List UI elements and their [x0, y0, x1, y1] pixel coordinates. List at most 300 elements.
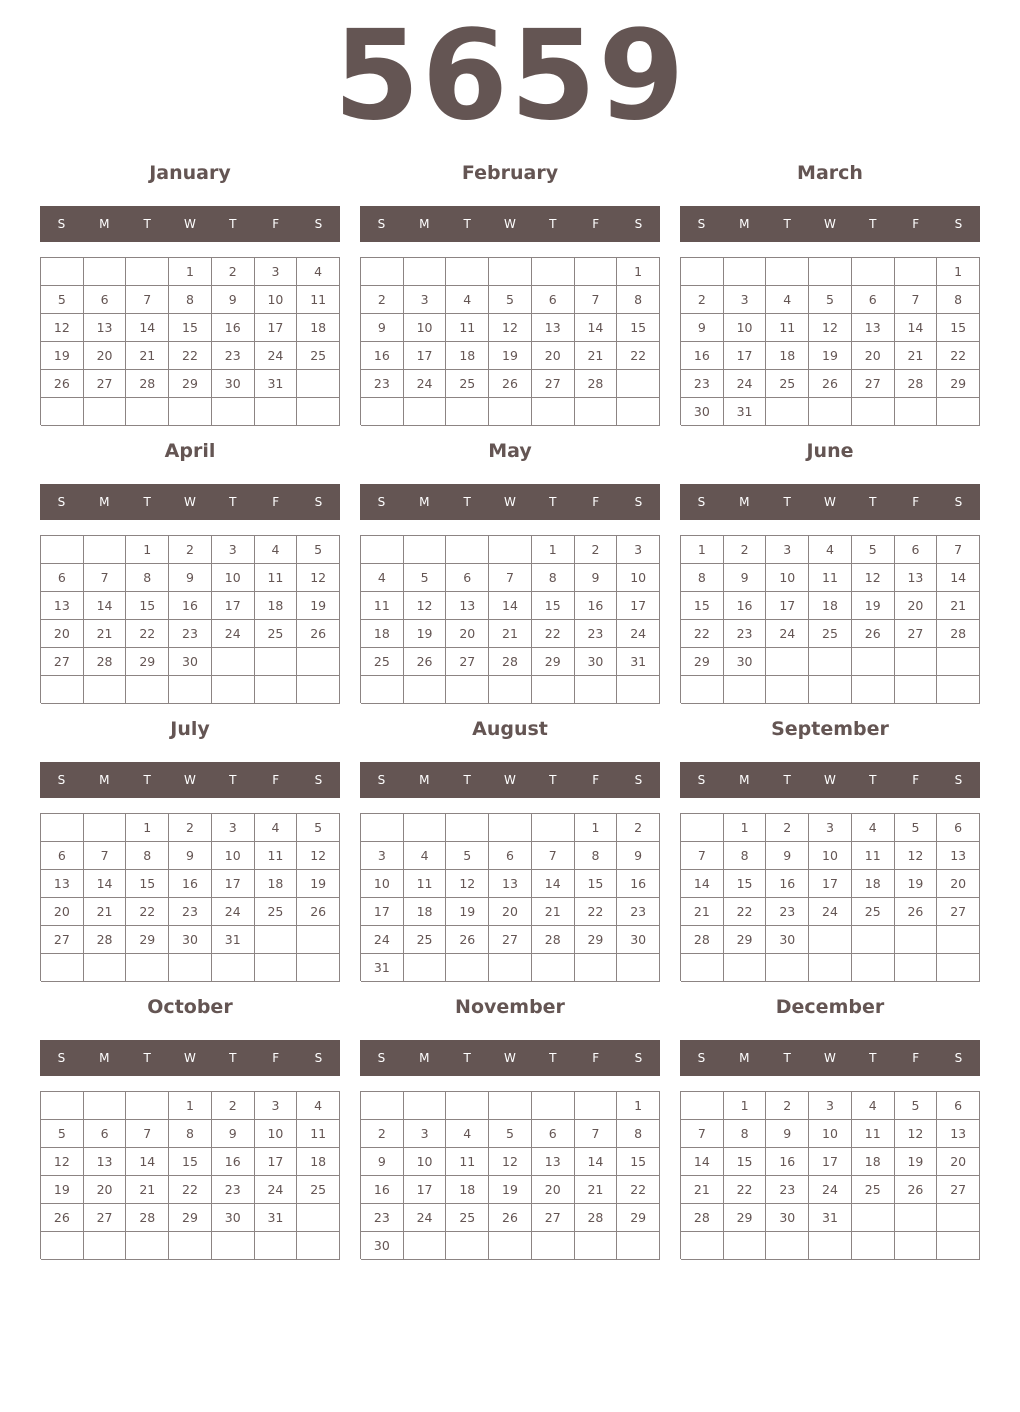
- day-cell: [766, 676, 809, 704]
- month-title: February: [461, 162, 559, 184]
- day-cell: 19: [404, 620, 447, 648]
- weekday-label: W: [824, 495, 836, 509]
- day-cell: [681, 954, 724, 982]
- day-cell: [446, 954, 489, 982]
- day-cell: [41, 398, 84, 426]
- day-cell: 23: [681, 370, 724, 398]
- weekday-label: W: [184, 495, 196, 509]
- day-cell: 5: [297, 536, 340, 564]
- day-cell: [724, 258, 767, 286]
- day-cell: 4: [361, 564, 404, 592]
- day-cell: 19: [446, 898, 489, 926]
- day-cell: 22: [681, 620, 724, 648]
- day-cell: 7: [489, 564, 532, 592]
- day-cell: 15: [617, 314, 660, 342]
- day-cell: [852, 258, 895, 286]
- day-cell: [937, 926, 980, 954]
- day-cell: 4: [852, 814, 895, 842]
- weekday-label: F: [912, 495, 920, 509]
- day-cell: 31: [212, 926, 255, 954]
- day-cell: [852, 648, 895, 676]
- weekday-label: M: [419, 1051, 430, 1065]
- day-cell: [446, 676, 489, 704]
- day-cell: 26: [404, 648, 447, 676]
- day-cell: 2: [212, 1092, 255, 1120]
- day-cell: 9: [724, 564, 767, 592]
- day-cell: 7: [84, 842, 127, 870]
- day-cell: 15: [575, 870, 618, 898]
- day-cell: 14: [681, 1148, 724, 1176]
- day-cell: 22: [575, 898, 618, 926]
- day-cell: 17: [809, 870, 852, 898]
- day-cell: 13: [489, 870, 532, 898]
- day-cell: [766, 258, 809, 286]
- weekday-label: T: [549, 495, 557, 509]
- day-cell: 23: [169, 620, 212, 648]
- day-cell: 21: [937, 592, 980, 620]
- day-cell: 12: [895, 842, 938, 870]
- day-cell: 26: [895, 898, 938, 926]
- weekday-label: T: [549, 1051, 557, 1065]
- day-cell: 19: [489, 1176, 532, 1204]
- day-cell: 29: [724, 1204, 767, 1232]
- day-cell: 28: [575, 370, 618, 398]
- day-cell: 11: [255, 564, 298, 592]
- day-cell: 27: [532, 370, 575, 398]
- day-cell: 4: [852, 1092, 895, 1120]
- weekday-label: S: [57, 773, 66, 787]
- weekday-label: T: [229, 495, 237, 509]
- weekday-label: T: [143, 773, 151, 787]
- day-cell: 25: [297, 342, 340, 370]
- day-cell: 9: [169, 842, 212, 870]
- day-cell: 2: [681, 286, 724, 314]
- weekday-label: W: [504, 495, 516, 509]
- day-cell: 11: [297, 1120, 340, 1148]
- weekday-label: W: [504, 217, 516, 231]
- day-cell: 30: [169, 926, 212, 954]
- day-cell: 31: [724, 398, 767, 426]
- day-cell: [532, 258, 575, 286]
- day-cell: 16: [361, 342, 404, 370]
- day-cell: [724, 676, 767, 704]
- day-cell: [852, 1232, 895, 1260]
- day-cell: 29: [575, 926, 618, 954]
- day-cell: [361, 814, 404, 842]
- day-cell: [489, 536, 532, 564]
- day-cell: 25: [446, 1204, 489, 1232]
- day-cell: 11: [852, 1120, 895, 1148]
- day-cell: 11: [809, 564, 852, 592]
- day-cell: 11: [297, 286, 340, 314]
- day-cell: [489, 398, 532, 426]
- day-cell: 19: [297, 592, 340, 620]
- day-cell: [404, 814, 447, 842]
- day-cell: 11: [446, 314, 489, 342]
- day-cell: 9: [212, 286, 255, 314]
- day-cell: 27: [84, 1204, 127, 1232]
- day-cell: [532, 1232, 575, 1260]
- day-cell: [255, 1232, 298, 1260]
- day-cell: 12: [809, 314, 852, 342]
- day-cell: 6: [84, 286, 127, 314]
- weekday-label: M: [739, 773, 750, 787]
- day-cell: 24: [255, 1176, 298, 1204]
- weekday-label: M: [739, 217, 750, 231]
- day-cell: 3: [809, 1092, 852, 1120]
- day-cell: 26: [297, 620, 340, 648]
- weekday-label: S: [634, 495, 643, 509]
- day-cell: 15: [724, 870, 767, 898]
- day-cell: 5: [404, 564, 447, 592]
- day-cell: [809, 926, 852, 954]
- month-title: May: [488, 440, 532, 462]
- day-cell: 14: [895, 314, 938, 342]
- day-cell: 14: [126, 1148, 169, 1176]
- day-cell: 19: [41, 1176, 84, 1204]
- day-cell: 10: [404, 1148, 447, 1176]
- day-cell: 27: [895, 620, 938, 648]
- day-cell: 21: [489, 620, 532, 648]
- day-cell: [255, 926, 298, 954]
- day-cell: [852, 926, 895, 954]
- day-cell: 26: [852, 620, 895, 648]
- day-cell: 4: [255, 814, 298, 842]
- day-cell: 18: [446, 342, 489, 370]
- day-cell: 9: [766, 842, 809, 870]
- day-cell: 10: [617, 564, 660, 592]
- day-cell: [361, 398, 404, 426]
- day-cell: [404, 954, 447, 982]
- weekday-header: [360, 484, 660, 520]
- day-cell: [297, 1204, 340, 1232]
- day-cell: 23: [361, 1204, 404, 1232]
- weekday-label: T: [783, 1051, 791, 1065]
- day-cell: 28: [681, 926, 724, 954]
- month-title: July: [170, 718, 210, 740]
- day-cell: [84, 258, 127, 286]
- day-cell: 29: [169, 370, 212, 398]
- weekday-header: [680, 762, 980, 798]
- weekday-label: W: [184, 773, 196, 787]
- weekday-label: S: [57, 217, 66, 231]
- day-cell: 5: [895, 1092, 938, 1120]
- day-cell: 3: [404, 286, 447, 314]
- day-cell: 20: [446, 620, 489, 648]
- day-cell: [212, 954, 255, 982]
- day-cell: 5: [41, 286, 84, 314]
- day-cell: 16: [617, 870, 660, 898]
- day-cell: 21: [575, 342, 618, 370]
- weekday-label: S: [634, 1051, 643, 1065]
- day-cell: 10: [212, 564, 255, 592]
- day-cell: 15: [724, 1148, 767, 1176]
- day-cell: 21: [126, 1176, 169, 1204]
- day-cell: [617, 676, 660, 704]
- day-cell: [297, 398, 340, 426]
- day-cell: 13: [84, 314, 127, 342]
- weekday-label: W: [824, 217, 836, 231]
- day-cell: 18: [852, 870, 895, 898]
- day-cell: 12: [297, 842, 340, 870]
- weekday-label: S: [314, 495, 323, 509]
- day-cell: 25: [361, 648, 404, 676]
- weekday-header: [40, 206, 340, 242]
- month-title: August: [472, 718, 548, 740]
- day-cell: 29: [937, 370, 980, 398]
- day-cell: 22: [937, 342, 980, 370]
- day-cell: [41, 676, 84, 704]
- day-cell: 16: [766, 1148, 809, 1176]
- day-cell: 13: [852, 314, 895, 342]
- weekday-label: S: [954, 1051, 963, 1065]
- day-cell: 20: [41, 898, 84, 926]
- weekday-label: T: [143, 1051, 151, 1065]
- day-cell: 20: [937, 870, 980, 898]
- day-cell: [169, 676, 212, 704]
- day-cell: 14: [575, 1148, 618, 1176]
- weekday-label: S: [634, 773, 643, 787]
- day-cell: 12: [852, 564, 895, 592]
- day-cell: 22: [532, 620, 575, 648]
- day-cell: [212, 648, 255, 676]
- day-cell: [446, 536, 489, 564]
- weekday-label: S: [954, 495, 963, 509]
- day-cell: [681, 1232, 724, 1260]
- day-cell: 1: [532, 536, 575, 564]
- weekday-label: S: [697, 495, 706, 509]
- day-cell: 24: [212, 898, 255, 926]
- weekday-label: T: [463, 773, 471, 787]
- day-cell: [297, 676, 340, 704]
- day-cell: 23: [169, 898, 212, 926]
- day-cell: 29: [532, 648, 575, 676]
- weekday-label: T: [143, 217, 151, 231]
- day-grid: [680, 257, 980, 425]
- day-cell: 17: [212, 870, 255, 898]
- weekday-header: [680, 206, 980, 242]
- weekday-label: M: [419, 217, 430, 231]
- day-cell: 12: [297, 564, 340, 592]
- day-cell: 28: [575, 1204, 618, 1232]
- day-cell: [809, 1232, 852, 1260]
- day-cell: 3: [766, 536, 809, 564]
- day-cell: 24: [404, 370, 447, 398]
- day-cell: 7: [895, 286, 938, 314]
- day-cell: 17: [404, 1176, 447, 1204]
- day-cell: 7: [575, 286, 618, 314]
- day-cell: 27: [41, 926, 84, 954]
- weekday-label: T: [229, 217, 237, 231]
- day-grid: [360, 257, 660, 425]
- day-cell: 1: [169, 1092, 212, 1120]
- day-cell: 17: [255, 1148, 298, 1176]
- day-cell: 31: [255, 370, 298, 398]
- day-cell: 1: [937, 258, 980, 286]
- day-cell: [937, 676, 980, 704]
- day-cell: 27: [937, 898, 980, 926]
- day-cell: 8: [575, 842, 618, 870]
- day-cell: 3: [255, 258, 298, 286]
- day-cell: 28: [84, 926, 127, 954]
- day-cell: 6: [489, 842, 532, 870]
- day-cell: 25: [446, 370, 489, 398]
- day-cell: 25: [404, 926, 447, 954]
- day-cell: 5: [489, 1120, 532, 1148]
- day-cell: [446, 814, 489, 842]
- day-cell: [126, 1092, 169, 1120]
- day-cell: 17: [766, 592, 809, 620]
- day-cell: 9: [212, 1120, 255, 1148]
- day-cell: [404, 676, 447, 704]
- weekday-label: T: [549, 217, 557, 231]
- weekday-header: [40, 484, 340, 520]
- day-cell: 17: [404, 342, 447, 370]
- day-cell: 3: [617, 536, 660, 564]
- day-cell: [404, 536, 447, 564]
- weekday-header: [360, 762, 660, 798]
- day-cell: 26: [41, 370, 84, 398]
- day-cell: 6: [895, 536, 938, 564]
- weekday-label: F: [272, 773, 280, 787]
- day-cell: 28: [84, 648, 127, 676]
- day-cell: 8: [126, 564, 169, 592]
- day-cell: 31: [255, 1204, 298, 1232]
- day-cell: 3: [404, 1120, 447, 1148]
- day-cell: 5: [489, 286, 532, 314]
- day-cell: 16: [724, 592, 767, 620]
- month-title: June: [806, 440, 854, 462]
- day-cell: 27: [489, 926, 532, 954]
- weekday-label: S: [57, 495, 66, 509]
- day-cell: 3: [724, 286, 767, 314]
- day-cell: [852, 676, 895, 704]
- day-cell: 20: [532, 342, 575, 370]
- day-cell: 2: [617, 814, 660, 842]
- day-cell: 28: [532, 926, 575, 954]
- day-cell: 24: [766, 620, 809, 648]
- day-cell: [255, 398, 298, 426]
- day-cell: [681, 258, 724, 286]
- day-cell: 15: [126, 870, 169, 898]
- day-cell: 15: [126, 592, 169, 620]
- day-cell: 1: [575, 814, 618, 842]
- day-cell: [255, 676, 298, 704]
- day-cell: [766, 954, 809, 982]
- day-cell: 23: [724, 620, 767, 648]
- weekday-label: F: [272, 217, 280, 231]
- day-cell: [361, 258, 404, 286]
- weekday-label: W: [824, 1051, 836, 1065]
- day-cell: 12: [895, 1120, 938, 1148]
- month-title: December: [775, 996, 885, 1018]
- weekday-label: S: [57, 1051, 66, 1065]
- day-cell: 12: [446, 870, 489, 898]
- day-cell: 23: [617, 898, 660, 926]
- day-cell: 11: [404, 870, 447, 898]
- day-cell: 13: [84, 1148, 127, 1176]
- day-cell: [724, 954, 767, 982]
- day-cell: 26: [297, 898, 340, 926]
- day-cell: 18: [297, 314, 340, 342]
- day-cell: 23: [212, 342, 255, 370]
- weekday-label: S: [377, 773, 386, 787]
- day-cell: 29: [126, 648, 169, 676]
- day-cell: 4: [766, 286, 809, 314]
- day-cell: 11: [255, 842, 298, 870]
- day-cell: 25: [852, 898, 895, 926]
- day-cell: 8: [617, 1120, 660, 1148]
- day-cell: [937, 398, 980, 426]
- day-cell: 16: [681, 342, 724, 370]
- day-cell: [489, 1232, 532, 1260]
- day-cell: 24: [809, 1176, 852, 1204]
- weekday-label: S: [314, 217, 323, 231]
- day-cell: 13: [937, 1120, 980, 1148]
- day-cell: [575, 1092, 618, 1120]
- day-cell: 4: [297, 258, 340, 286]
- day-cell: 4: [404, 842, 447, 870]
- weekday-label: W: [504, 773, 516, 787]
- day-cell: 14: [84, 592, 127, 620]
- weekday-label: S: [634, 217, 643, 231]
- day-cell: 22: [169, 342, 212, 370]
- day-cell: [617, 954, 660, 982]
- day-cell: [937, 1232, 980, 1260]
- weekday-label: T: [463, 217, 471, 231]
- day-cell: [489, 258, 532, 286]
- day-cell: 26: [41, 1204, 84, 1232]
- day-cell: 12: [404, 592, 447, 620]
- day-cell: [852, 954, 895, 982]
- day-cell: 8: [681, 564, 724, 592]
- day-cell: 9: [575, 564, 618, 592]
- day-cell: 23: [212, 1176, 255, 1204]
- weekday-label: W: [184, 217, 196, 231]
- day-cell: 28: [489, 648, 532, 676]
- weekday-header: [680, 484, 980, 520]
- day-cell: 13: [41, 870, 84, 898]
- day-cell: 27: [532, 1204, 575, 1232]
- day-cell: 4: [297, 1092, 340, 1120]
- day-cell: [809, 954, 852, 982]
- day-cell: 2: [212, 258, 255, 286]
- day-cell: [575, 676, 618, 704]
- weekday-label: M: [99, 773, 110, 787]
- day-cell: [446, 398, 489, 426]
- day-grid: [40, 535, 340, 703]
- day-cell: [532, 954, 575, 982]
- month-title: September: [771, 718, 889, 740]
- day-cell: [895, 954, 938, 982]
- day-cell: 8: [724, 1120, 767, 1148]
- day-cell: [617, 370, 660, 398]
- day-cell: 10: [255, 286, 298, 314]
- day-cell: [404, 1092, 447, 1120]
- weekday-label: T: [869, 495, 877, 509]
- day-cell: 2: [361, 1120, 404, 1148]
- day-cell: 28: [937, 620, 980, 648]
- day-cell: 21: [84, 620, 127, 648]
- day-cell: 15: [681, 592, 724, 620]
- weekday-label: M: [419, 773, 430, 787]
- month-title: October: [147, 996, 233, 1018]
- day-cell: 25: [255, 620, 298, 648]
- day-cell: 8: [169, 1120, 212, 1148]
- day-cell: 15: [169, 314, 212, 342]
- day-cell: 29: [724, 926, 767, 954]
- day-cell: [895, 398, 938, 426]
